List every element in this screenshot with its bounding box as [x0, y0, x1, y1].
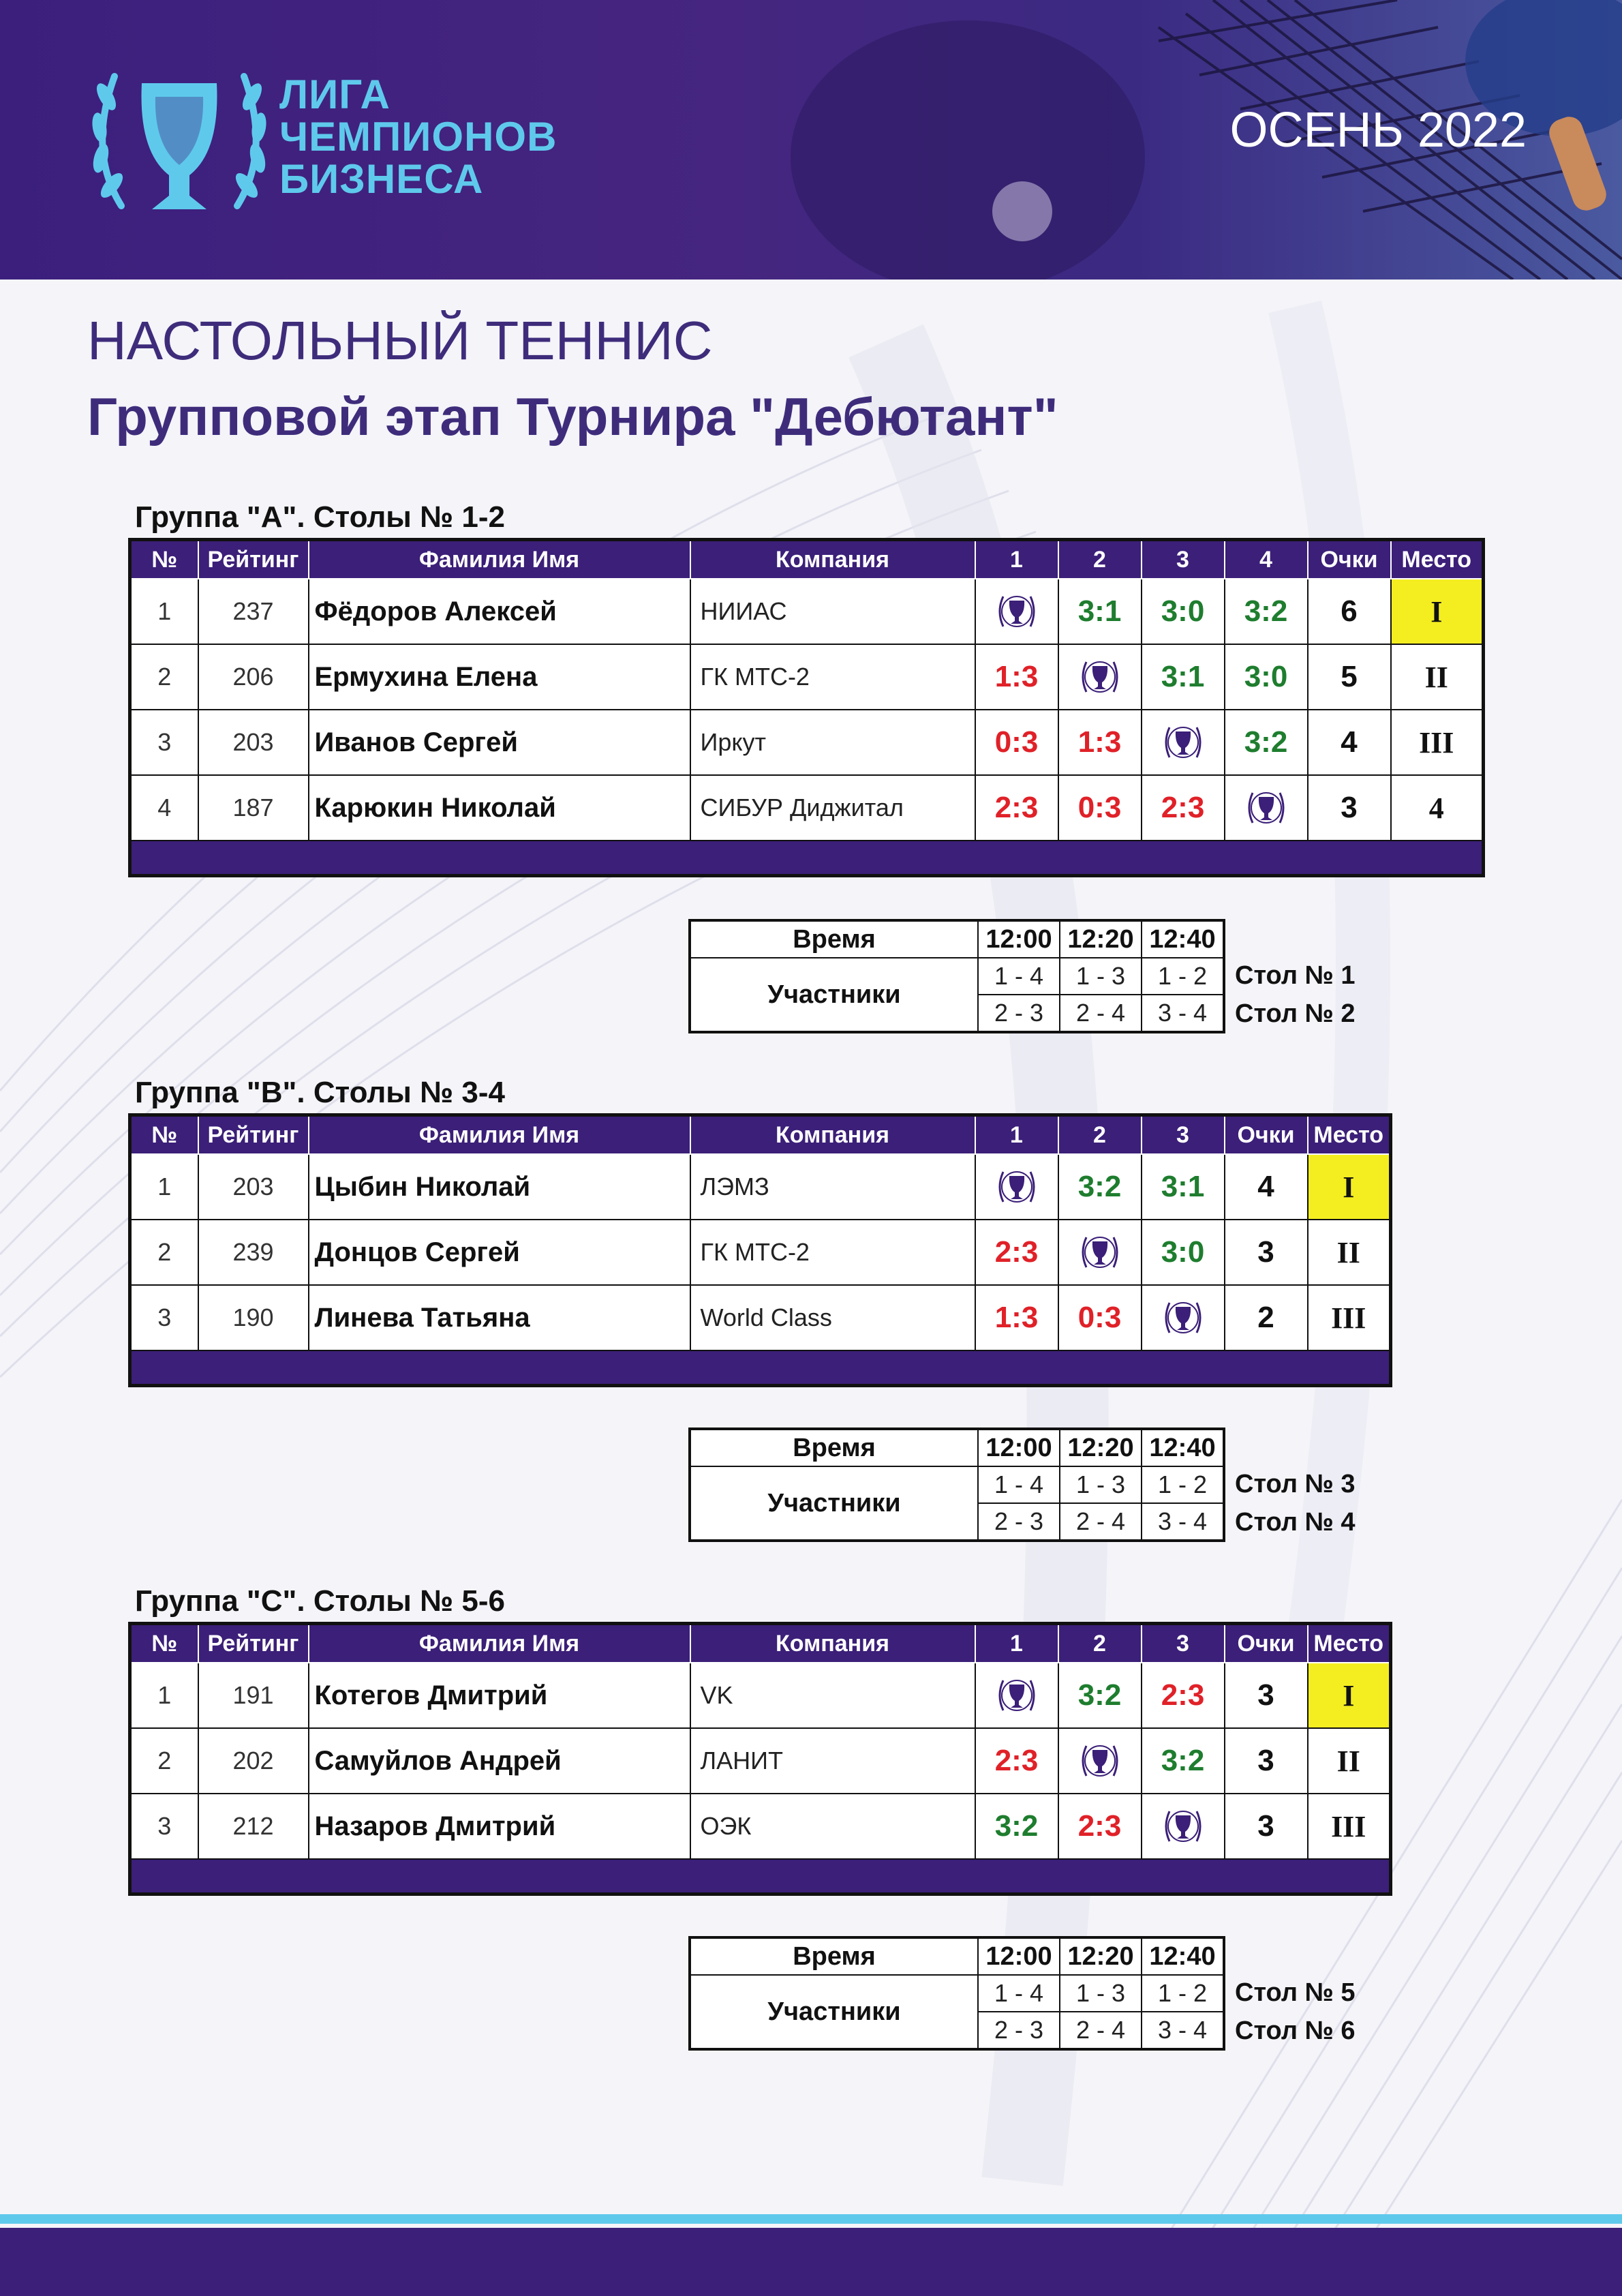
table-header-row — [130, 1115, 1391, 1155]
score-cell: 3:2 — [1058, 1154, 1142, 1220]
player-rating: 237 — [198, 579, 309, 644]
score-cell: 3:1 — [1142, 644, 1225, 710]
col-opp-2: 2 — [1058, 540, 1142, 579]
col-opp-1: 1 — [975, 1115, 1058, 1155]
points-cell: 3 — [1225, 1728, 1308, 1794]
score-cell: 2:3 — [1142, 1663, 1225, 1728]
col-num: № — [130, 540, 198, 579]
schedule-match: 2 - 4 — [1060, 1503, 1142, 1541]
schedule-match: 3 - 4 — [1142, 995, 1224, 1032]
player-company: ЛАНИТ — [690, 1728, 975, 1794]
place-cell: I — [1308, 1663, 1391, 1728]
score-cell: 3:2 — [1225, 579, 1308, 644]
group-a-table — [128, 538, 1485, 877]
schedule-time-label: Время — [690, 1429, 978, 1466]
points-cell: 4 — [1308, 710, 1391, 775]
col-opp-3: 3 — [1142, 1624, 1225, 1663]
trophy-icon — [1225, 786, 1307, 830]
self-match-cell — [1142, 1794, 1225, 1859]
self-match-cell — [1058, 1728, 1142, 1794]
col-opp-4: 4 — [1225, 540, 1308, 579]
col-opp-2: 2 — [1058, 1115, 1142, 1155]
schedule-match: 1 - 2 — [1142, 1466, 1224, 1503]
score-cell: 3:0 — [1142, 1220, 1225, 1285]
col-opp-2: 2 — [1058, 1624, 1142, 1663]
col-name: Фамилия Имя — [309, 1115, 690, 1155]
col-company: Компания — [690, 1624, 975, 1663]
schedule-match: 2 - 3 — [978, 995, 1060, 1032]
player-rating: 190 — [198, 1285, 309, 1350]
player-num: 1 — [130, 1663, 198, 1728]
col-name: Фамилия Имя — [309, 1624, 690, 1663]
player-company: ГК МТС-2 — [690, 1220, 975, 1285]
player-num: 3 — [130, 710, 198, 775]
trophy-icon — [976, 590, 1058, 633]
schedule-match: 3 - 4 — [1142, 1503, 1224, 1541]
col-opp-3: 3 — [1142, 540, 1225, 579]
schedule-time: 12:00 — [978, 920, 1060, 958]
col-company: Компания — [690, 1115, 975, 1155]
place-cell: III — [1308, 1794, 1391, 1859]
score-cell: 1:3 — [975, 644, 1058, 710]
player-num: 3 — [130, 1285, 198, 1350]
self-match-cell — [1058, 1220, 1142, 1285]
schedule-time: 12:20 — [1060, 1937, 1142, 1975]
schedule-time: 12:20 — [1060, 1429, 1142, 1466]
points-cell: 3 — [1225, 1220, 1308, 1285]
score-cell: 0:3 — [1058, 1285, 1142, 1350]
table-row — [130, 1220, 1391, 1285]
schedule-match: 2 - 3 — [978, 2012, 1060, 2049]
self-match-cell — [1142, 1285, 1225, 1350]
player-name: Цыбин Николай — [309, 1154, 690, 1220]
schedule-match: 1 - 3 — [1060, 1466, 1142, 1503]
player-name: Самуйлов Андрей — [309, 1728, 690, 1794]
schedule-row — [690, 1975, 1224, 2012]
col-points: Очки — [1225, 1115, 1308, 1155]
player-rating: 187 — [198, 775, 309, 841]
schedule-time: 12:40 — [1142, 920, 1224, 958]
place-cell: I — [1308, 1154, 1391, 1220]
group-b-schedule — [688, 1428, 1225, 1542]
table-label: Стол № 3 — [1235, 1470, 1356, 1498]
stage-title: Групповой этап Турнира "Дебютант" — [87, 387, 1058, 447]
table-footer-bar — [130, 1350, 1391, 1386]
points-cell: 5 — [1308, 644, 1391, 710]
score-cell: 2:3 — [975, 775, 1058, 841]
table-header-row — [130, 1624, 1391, 1663]
group-b-title: Группа "В". Столы № 3-4 — [135, 1076, 505, 1109]
score-cell: 1:3 — [1058, 710, 1142, 775]
schedule-time-row — [690, 920, 1224, 958]
schedule-match: 1 - 3 — [1060, 1975, 1142, 2012]
place-cell: II — [1308, 1220, 1391, 1285]
schedule-time-label: Время — [690, 1937, 978, 1975]
table-label: Стол № 1 — [1235, 961, 1356, 990]
player-name: Линева Татьяна — [309, 1285, 690, 1350]
trophy-logo-icon — [80, 49, 278, 233]
group-c-table — [128, 1622, 1392, 1896]
schedule-time: 12:00 — [978, 1937, 1060, 1975]
col-rating: Рейтинг — [198, 1624, 309, 1663]
trophy-icon — [976, 1165, 1058, 1209]
score-cell: 3:1 — [1142, 1154, 1225, 1220]
group-c-title: Группа "С". Столы № 5-6 — [135, 1584, 505, 1618]
score-cell: 1:3 — [975, 1285, 1058, 1350]
col-name: Фамилия Имя — [309, 540, 690, 579]
table-row — [130, 1285, 1391, 1350]
score-cell: 3:0 — [1225, 644, 1308, 710]
points-cell: 6 — [1308, 579, 1391, 644]
table-label: Стол № 6 — [1235, 2016, 1356, 2045]
self-match-cell — [975, 1663, 1058, 1728]
player-company: World Class — [690, 1285, 975, 1350]
schedule-match: 2 - 4 — [1060, 2012, 1142, 2049]
self-match-cell — [1225, 775, 1308, 841]
score-cell: 3:1 — [1058, 579, 1142, 644]
player-company: VK — [690, 1663, 975, 1728]
footer-bar — [0, 2228, 1622, 2296]
schedule-participants-label: Участники — [690, 958, 978, 1032]
player-num: 1 — [130, 1154, 198, 1220]
season-label: ОСЕНЬ 2022 — [1229, 103, 1527, 157]
player-name: Карюкин Николай — [309, 775, 690, 841]
col-place: Место — [1308, 1115, 1391, 1155]
player-company: ГК МТС-2 — [690, 644, 975, 710]
trophy-icon — [1059, 1739, 1141, 1783]
schedule-time: 12:20 — [1060, 920, 1142, 958]
col-place: Место — [1391, 540, 1484, 579]
schedule-time: 12:40 — [1142, 1937, 1224, 1975]
score-cell: 2:3 — [975, 1220, 1058, 1285]
col-num: № — [130, 1115, 198, 1155]
player-name: Назаров Дмитрий — [309, 1794, 690, 1859]
player-rating: 203 — [198, 710, 309, 775]
schedule-participants-label: Участники — [690, 1975, 978, 2049]
sport-title: НАСТОЛЬНЫЙ ТЕННИС — [87, 310, 713, 371]
group-b-table — [128, 1113, 1392, 1387]
self-match-cell — [975, 579, 1058, 644]
schedule-match: 2 - 4 — [1060, 995, 1142, 1032]
player-name: Котегов Дмитрий — [309, 1663, 690, 1728]
player-num: 4 — [130, 775, 198, 841]
player-rating: 203 — [198, 1154, 309, 1220]
schedule-time: 12:00 — [978, 1429, 1060, 1466]
col-rating: Рейтинг — [198, 540, 309, 579]
self-match-cell — [975, 1154, 1058, 1220]
player-rating: 191 — [198, 1663, 309, 1728]
player-rating: 239 — [198, 1220, 309, 1285]
schedule-match: 1 - 4 — [978, 1466, 1060, 1503]
player-name: Ермухина Елена — [309, 644, 690, 710]
schedule-time-label: Время — [690, 920, 978, 958]
score-cell: 3:2 — [1142, 1728, 1225, 1794]
place-cell: 4 — [1391, 775, 1484, 841]
league-logo-text — [279, 74, 557, 200]
place-cell: II — [1308, 1728, 1391, 1794]
player-num: 2 — [130, 1728, 198, 1794]
trophy-icon — [1142, 721, 1224, 764]
player-name: Иванов Сергей — [309, 710, 690, 775]
col-place: Место — [1308, 1624, 1391, 1663]
header-banner — [0, 0, 1622, 280]
table-row — [130, 1728, 1391, 1794]
player-company: Иркут — [690, 710, 975, 775]
table-row — [130, 1154, 1391, 1220]
schedule-row — [690, 1466, 1224, 1503]
score-cell: 3:2 — [1058, 1663, 1142, 1728]
col-num: № — [130, 1624, 198, 1663]
player-company: ЛЭМЗ — [690, 1154, 975, 1220]
table-header-row — [130, 540, 1484, 579]
player-company: НИИАС — [690, 579, 975, 644]
score-cell: 3:0 — [1142, 579, 1225, 644]
logo-line-2: ЧЕМПИОНОВ — [279, 114, 557, 160]
score-cell: 2:3 — [975, 1728, 1058, 1794]
schedule-match: 2 - 3 — [978, 1503, 1060, 1541]
player-num: 2 — [130, 644, 198, 710]
trophy-icon — [1142, 1296, 1224, 1340]
table-row — [130, 775, 1484, 841]
trophy-icon — [1059, 1230, 1141, 1274]
player-rating: 212 — [198, 1794, 309, 1859]
points-cell: 2 — [1225, 1285, 1308, 1350]
player-rating: 202 — [198, 1728, 309, 1794]
player-name: Фёдоров Алексей — [309, 579, 690, 644]
player-company: ОЭК — [690, 1794, 975, 1859]
score-cell: 3:2 — [975, 1794, 1058, 1859]
player-rating: 206 — [198, 644, 309, 710]
score-cell: 2:3 — [1058, 1794, 1142, 1859]
trophy-icon — [976, 1674, 1058, 1717]
schedule-participants-label: Участники — [690, 1466, 978, 1541]
schedule-match: 1 - 4 — [978, 958, 1060, 995]
player-num: 2 — [130, 1220, 198, 1285]
player-num: 3 — [130, 1794, 198, 1859]
table-footer-bar — [130, 841, 1484, 876]
place-cell: I — [1391, 579, 1484, 644]
table-row — [130, 1663, 1391, 1728]
points-cell: 3 — [1225, 1663, 1308, 1728]
points-cell: 3 — [1308, 775, 1391, 841]
schedule-match: 1 - 3 — [1060, 958, 1142, 995]
col-opp-1: 1 — [975, 1624, 1058, 1663]
trophy-icon — [1059, 655, 1141, 699]
score-cell: 3:2 — [1225, 710, 1308, 775]
table-row — [130, 1794, 1391, 1859]
points-cell: 3 — [1225, 1794, 1308, 1859]
col-rating: Рейтинг — [198, 1115, 309, 1155]
table-label: Стол № 5 — [1235, 1978, 1356, 2007]
col-opp-1: 1 — [975, 540, 1058, 579]
schedule-match: 1 - 4 — [978, 1975, 1060, 2012]
score-cell: 2:3 — [1142, 775, 1225, 841]
schedule-time: 12:40 — [1142, 1429, 1224, 1466]
logo-line-3: БИЗНЕСА — [279, 156, 484, 202]
schedule-match: 1 - 2 — [1142, 1975, 1224, 2012]
player-name: Донцов Сергей — [309, 1220, 690, 1285]
table-label: Стол № 2 — [1235, 999, 1356, 1028]
trophy-icon — [1142, 1804, 1224, 1848]
table-footer-bar — [130, 1859, 1391, 1894]
group-a-schedule — [688, 919, 1225, 1033]
table-row — [130, 710, 1484, 775]
schedule-time-row — [690, 1937, 1224, 1975]
col-points: Очки — [1225, 1624, 1308, 1663]
player-company: СИБУР Диджитал — [690, 775, 975, 841]
schedule-match: 3 - 4 — [1142, 2012, 1224, 2049]
group-a-title: Группа "А". Столы № 1-2 — [135, 500, 505, 534]
points-cell: 4 — [1225, 1154, 1308, 1220]
footer-accent-line — [0, 2214, 1622, 2224]
self-match-cell — [1142, 710, 1225, 775]
group-c-schedule — [688, 1936, 1225, 2051]
score-cell: 0:3 — [975, 710, 1058, 775]
place-cell: III — [1308, 1285, 1391, 1350]
score-cell: 0:3 — [1058, 775, 1142, 841]
table-label: Стол № 4 — [1235, 1508, 1356, 1537]
col-points: Очки — [1308, 540, 1391, 579]
col-opp-3: 3 — [1142, 1115, 1225, 1155]
logo-line-1: ЛИГА — [279, 72, 391, 117]
place-cell: III — [1391, 710, 1484, 775]
table-row — [130, 644, 1484, 710]
player-num: 1 — [130, 579, 198, 644]
schedule-row — [690, 958, 1224, 995]
col-company: Компания — [690, 540, 975, 579]
schedule-match: 1 - 2 — [1142, 958, 1224, 995]
table-row — [130, 579, 1484, 644]
self-match-cell — [1058, 644, 1142, 710]
schedule-time-row — [690, 1429, 1224, 1466]
place-cell: II — [1391, 644, 1484, 710]
